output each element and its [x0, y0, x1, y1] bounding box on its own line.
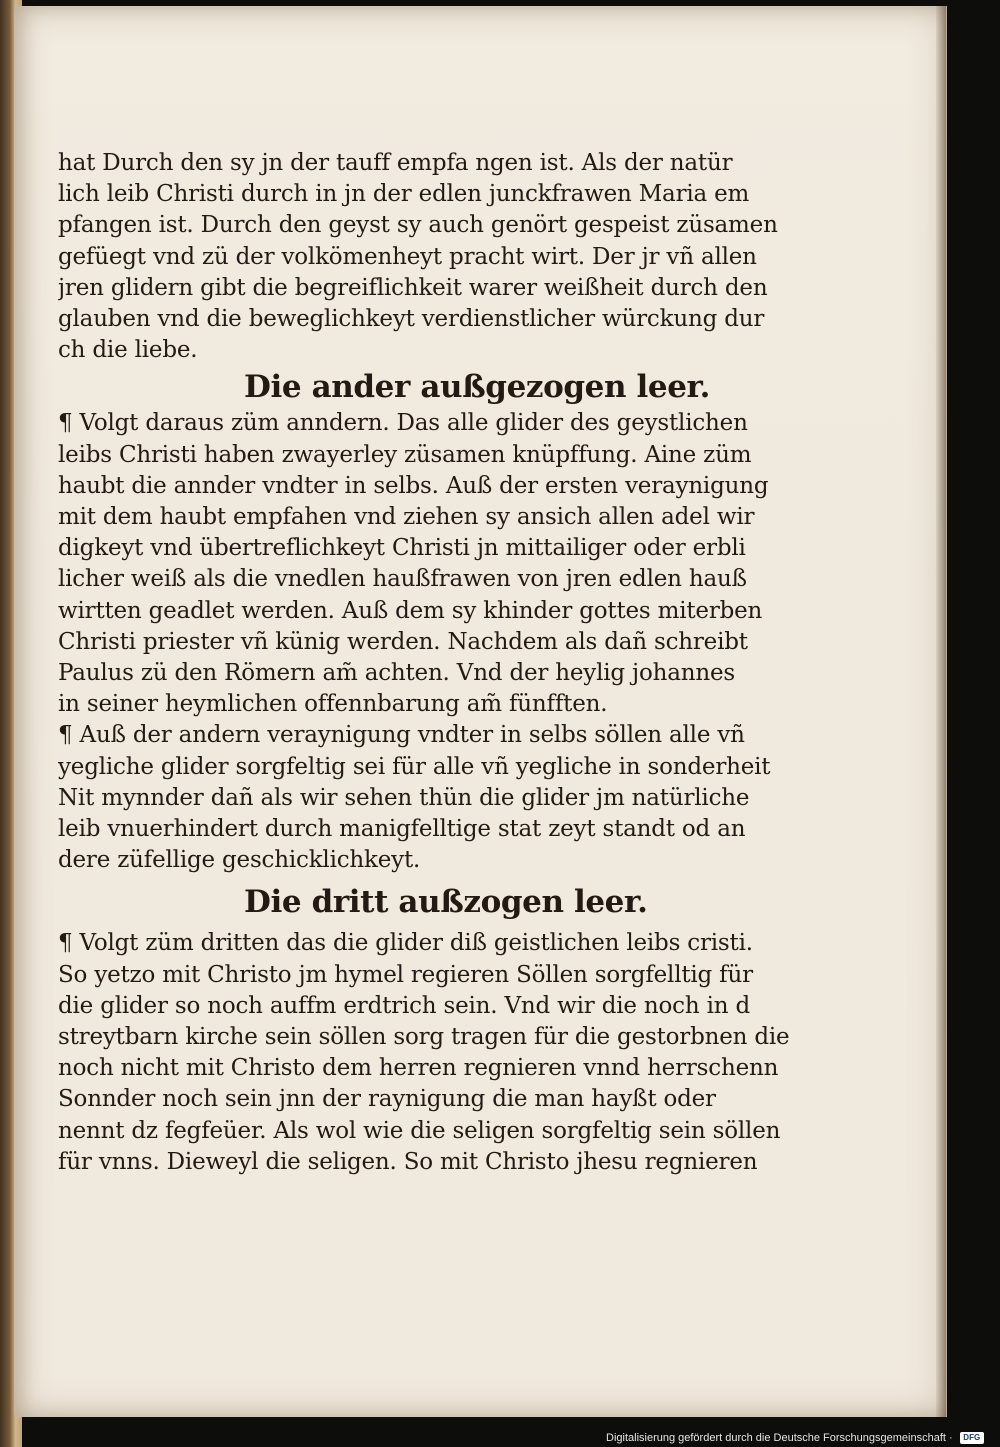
text-line: So yetzo mit Christo jm hymel regieren Söllen sorgfelltig für [58, 961, 753, 988]
text-line: ¶ Volgt daraus züm anndern. Das alle glider des geystlichen [58, 410, 748, 437]
digitization-footer [606, 1430, 992, 1446]
text-line: nennt dz fegfeüer. Als wol wie die seligen sorgfeltig sein söllen [58, 1117, 781, 1144]
text-line: für vnns. Dieweyl die seligen. So mit Christo jhesu regnieren [58, 1148, 758, 1175]
text-line: yegliche glider sorgfeltig sei für alle vñ yegliche in sonderheit [58, 753, 771, 780]
text-line: hat Durch den sy jn der tauff empfa ngen ist. Als der natür [58, 150, 733, 176]
text-line: streytbarn kirche sein söllen sorg tragen für die gestorbnen die [58, 1024, 790, 1051]
text-line: ch die liebe. [58, 337, 198, 364]
section-heading: Die dritt außzogen leer. [244, 884, 648, 921]
text-line: licher weiß als die vnedlen haußfrawen von jren edlen hauß [58, 566, 747, 593]
text-line: pfangen ist. Durch den geyst sy auch genört gespeist züsamen [58, 212, 778, 239]
text-line: Paulus zü den Römern am̃ achten. Vnd der heylig johannes [58, 660, 735, 687]
text-line: Nit mynnder dañ als wir sehen thün die glider jm natürliche [58, 784, 750, 811]
text-line: dere züfellige geschicklichkeyt. [58, 847, 421, 874]
text-line: die glider so noch auffm erdtrich sein. Vnd wir die noch in d [58, 992, 750, 1019]
text-line: leibs Christi haben zwayerley züsamen knüpffung. Aine züm [58, 441, 752, 468]
text-line: digkeyt vnd übertreflichkeyt Christi jn mittailiger oder erbli [58, 535, 746, 562]
text-line: Christi priester vñ künig werden. Nachdem als dañ schreibt [58, 628, 748, 655]
section-heading: Die ander außgezogen leer. [244, 369, 711, 406]
footer-credit: Digitalisierung gefördert durch die Deutsche Forschungsgemeinschaft · [606, 1432, 953, 1445]
page-text [58, 148, 800, 1178]
text-line: mit dem haubt empfahen vnd ziehen sy ansich allen adel wir [58, 504, 755, 531]
text-line: noch nicht mit Christo dem herren regnieren vnnd herrschenn [58, 1055, 779, 1082]
text-line: in seiner heymlichen offennbarung am̃ fünfften. [58, 691, 608, 718]
text-line: haubt die annder vndter in selbs. Auß der ersten veraynigung [58, 472, 769, 499]
text-line: Sonnder noch sein jnn der raynigung die man hayßt oder [58, 1086, 716, 1113]
dfg-logo: DFG [960, 1432, 984, 1444]
text-line: jren glidern gibt die begreiflichkeit warer weißheit durch den [58, 274, 768, 301]
text-line: ¶ Auß der andern veraynigung vndter in selbs söllen alle vñ [58, 722, 745, 749]
text-line: gefüegt vnd zü der volkömenheyt pracht wirt. Der jr vñ allen [58, 243, 757, 270]
text-line: leib vnuerhindert durch manigfelltige stat zeyt standt od an [58, 816, 746, 843]
text-line: glauben vnd die beweglichkeyt verdienstlicher würckung dur [58, 306, 765, 333]
page-edge-shadow [936, 6, 946, 1417]
text-line: lich leib Christi durch in jn der edlen junckfrawen Maria em [58, 181, 750, 208]
text-line: ¶ Volgt züm dritten das die glider diß geistlichen leibs cristi. [58, 930, 753, 957]
text-line: wirtten geadlet werden. Auß dem sy khinder gottes miterben [58, 597, 763, 624]
